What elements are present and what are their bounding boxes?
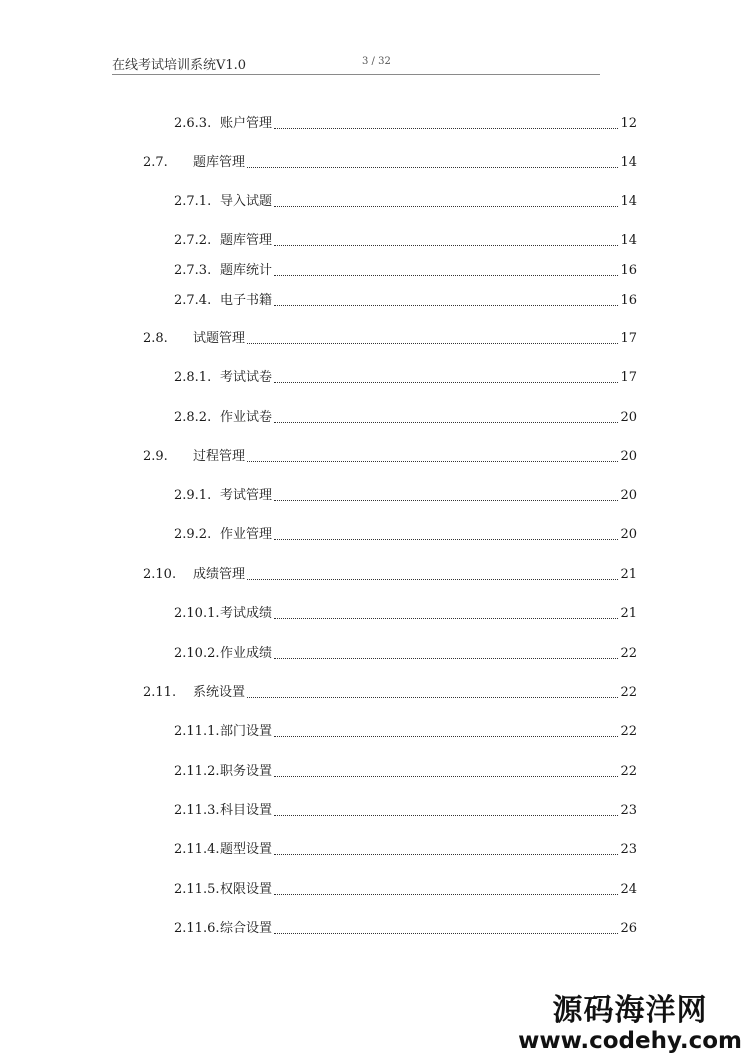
toc-leader-dots: [274, 206, 618, 207]
toc-leader-dots: [274, 854, 618, 855]
toc-entry[interactable]: [174, 406, 637, 426]
document-title: 在线考试培训系统V1.0: [112, 58, 247, 73]
toc-leader-dots: [247, 697, 618, 698]
toc-entry-page: 23: [620, 842, 637, 857]
toc-entry-title: 科目设置: [220, 803, 273, 818]
toc-entry-number: 2.7.2.: [174, 233, 212, 248]
toc-leader-dots: [274, 776, 618, 777]
toc-entry-title: 考试管理: [220, 488, 273, 503]
watermark-url: www.codehy.com: [518, 1028, 742, 1054]
toc-leader-dots: [274, 933, 618, 934]
toc-entry-number: 2.6.3.: [174, 116, 212, 131]
toc-entry-page: 14: [620, 233, 637, 248]
toc-entry-number: 2.7.: [143, 155, 168, 170]
toc-leader-dots: [274, 500, 618, 501]
toc-entry-page: 16: [620, 263, 637, 278]
toc-entry-title: 部门设置: [220, 724, 273, 739]
toc-entry-page: 22: [620, 764, 637, 779]
toc-leader-dots: [274, 305, 618, 306]
toc-entry-number: 2.7.1.: [174, 194, 212, 209]
toc-entry-page: 17: [620, 331, 637, 346]
toc-entry[interactable]: [174, 760, 637, 780]
toc-leader-dots: [274, 618, 618, 619]
toc-leader-dots: [274, 736, 618, 737]
toc-entry-page: 26: [620, 921, 637, 936]
toc-leader-dots: [274, 275, 618, 276]
toc-entry[interactable]: [174, 917, 637, 937]
toc-entry-title: 题库管理: [220, 233, 273, 248]
toc-leader-dots: [274, 382, 618, 383]
toc-entry-title: 综合设置: [220, 921, 273, 936]
toc-entry-number: 2.11.6.: [174, 921, 220, 936]
toc-entry[interactable]: [143, 445, 637, 465]
toc-leader-dots: [274, 539, 618, 540]
toc-entry-number: 2.9.: [143, 449, 168, 464]
toc-entry-title: 题库管理: [193, 155, 246, 170]
toc-entry-number: 2.11.3.: [174, 803, 220, 818]
toc-leader-dots: [274, 128, 618, 129]
toc-entry[interactable]: [174, 190, 637, 210]
toc-entry-number: 2.11.1.: [174, 724, 220, 739]
toc-entry-page: 21: [620, 606, 637, 621]
toc-entry[interactable]: [143, 327, 637, 347]
toc-leader-dots: [274, 815, 618, 816]
toc-entry-title: 职务设置: [220, 764, 273, 779]
toc-entry-page: 20: [620, 449, 637, 464]
toc-entry-number: 2.11.4.: [174, 842, 220, 857]
toc-entry-number: 2.8.: [143, 331, 168, 346]
toc-entry-number: 2.10.: [143, 567, 177, 582]
toc-entry-page: 16: [620, 293, 637, 308]
watermark-name: 源码海洋网: [552, 993, 708, 1028]
toc-entry-title: 题型设置: [220, 842, 273, 857]
toc-entry-number: 2.7.3.: [174, 263, 212, 278]
toc-entry[interactable]: [174, 366, 637, 386]
toc-entry[interactable]: [174, 259, 637, 279]
toc-entry-page: 22: [620, 646, 637, 661]
toc-leader-dots: [274, 894, 618, 895]
toc-entry[interactable]: [174, 602, 637, 622]
toc-entry-title: 权限设置: [220, 882, 273, 897]
toc-entry-title: 系统设置: [193, 685, 246, 700]
toc-entry-title: 试题管理: [193, 331, 246, 346]
toc-entry-title: 题库统计: [220, 263, 273, 278]
toc-entry[interactable]: [143, 151, 637, 171]
toc-entry-page: 23: [620, 803, 637, 818]
toc-entry-title: 作业成绩: [220, 646, 273, 661]
toc-entry-number: 2.7.4.: [174, 293, 212, 308]
toc-entry-page: 17: [620, 370, 637, 385]
page-number: 3 / 32: [362, 56, 391, 67]
toc-leader-dots: [247, 343, 618, 344]
toc-entry-page: 20: [620, 527, 637, 542]
toc-entry[interactable]: [174, 484, 637, 504]
toc-entry-title: 作业管理: [220, 527, 273, 542]
toc-entry[interactable]: [174, 229, 637, 249]
toc-entry-page: 12: [620, 116, 637, 131]
toc-entry-page: 14: [620, 194, 637, 209]
toc-entry-number: 2.10.1.: [174, 606, 220, 621]
toc-leader-dots: [247, 167, 618, 168]
toc-entry[interactable]: [174, 289, 637, 309]
toc-entry[interactable]: [174, 523, 637, 543]
toc-entry[interactable]: [143, 681, 637, 701]
toc-entry-title: 考试成绩: [220, 606, 273, 621]
toc-entry-number: 2.11.2.: [174, 764, 220, 779]
toc-entry-title: 过程管理: [193, 449, 246, 464]
toc-entry[interactable]: [174, 642, 637, 662]
toc-entry-page: 22: [620, 685, 637, 700]
toc-entry-page: 20: [620, 488, 637, 503]
toc-entry-page: 14: [620, 155, 637, 170]
toc-entry-title: 账户管理: [220, 116, 273, 131]
toc-entry-page: 21: [620, 567, 637, 582]
toc-entry-number: 2.9.1.: [174, 488, 212, 503]
watermark: [518, 994, 742, 1054]
toc-entry[interactable]: [174, 838, 637, 858]
toc-entry[interactable]: [174, 112, 637, 132]
toc-leader-dots: [274, 658, 618, 659]
toc-entry[interactable]: [174, 878, 637, 898]
toc-entry-number: 2.11.5.: [174, 882, 220, 897]
toc-entry-number: 2.9.2.: [174, 527, 212, 542]
toc-entry[interactable]: [174, 720, 637, 740]
toc-leader-dots: [247, 461, 618, 462]
toc-entry-number: 2.10.2.: [174, 646, 220, 661]
toc-leader-dots: [274, 245, 618, 246]
toc-entry-number: 2.8.2.: [174, 410, 212, 425]
toc-entry-title: 成绩管理: [193, 567, 246, 582]
toc-entry[interactable]: [143, 563, 637, 583]
toc-entry-page: 20: [620, 410, 637, 425]
toc-entry-title: 导入试题: [220, 194, 273, 209]
toc-entry[interactable]: [174, 799, 637, 819]
toc-entry-page: 22: [620, 724, 637, 739]
toc-entry-title: 电子书籍: [220, 293, 273, 308]
toc-entry-title: 考试试卷: [220, 370, 273, 385]
toc-leader-dots: [247, 579, 618, 580]
toc-entry-title: 作业试卷: [220, 410, 273, 425]
toc-leader-dots: [274, 422, 618, 423]
toc-entry-page: 24: [620, 882, 637, 897]
toc-entry-number: 2.8.1.: [174, 370, 212, 385]
toc-entry-number: 2.11.: [143, 685, 177, 700]
